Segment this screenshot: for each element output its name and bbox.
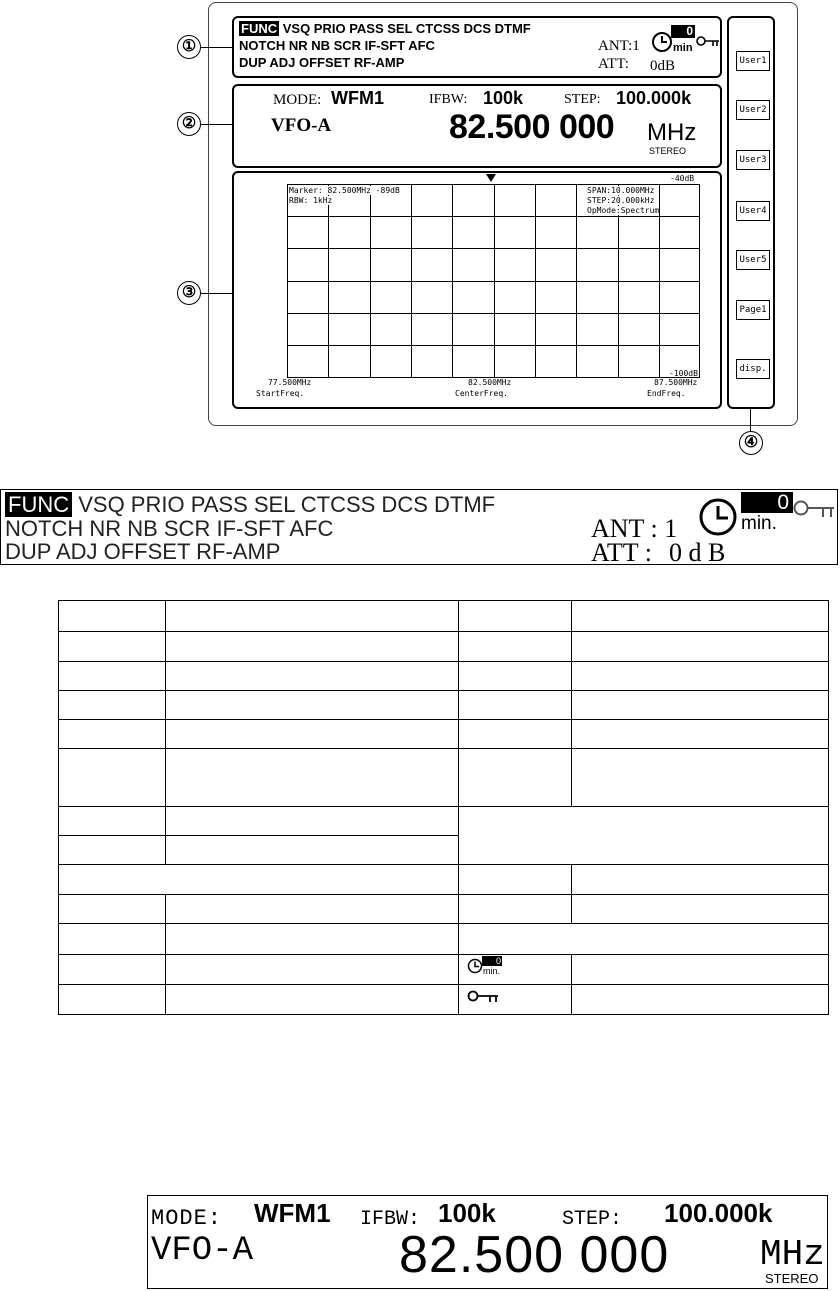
vfo-label: VFO-A bbox=[271, 115, 332, 136]
softkey-user1[interactable]: User1 bbox=[736, 51, 770, 71]
softkey-panel bbox=[727, 16, 775, 409]
ifbw-big-label: IFBW: bbox=[360, 1208, 421, 1231]
callout-4: ④ bbox=[739, 431, 763, 455]
indicator-legend-table bbox=[58, 600, 829, 1015]
step-big-value: 100.000k bbox=[664, 1198, 773, 1228]
ifbw-big-value: 100k bbox=[438, 1198, 496, 1228]
center-frequency-label: CenterFreq. bbox=[455, 389, 508, 398]
func-big-line-1 bbox=[5, 493, 495, 516]
grid-line bbox=[288, 281, 699, 282]
func-line-3: DUP ADJ OFFSET RF-AMP bbox=[239, 55, 405, 70]
table-col-divider bbox=[571, 864, 572, 923]
func-big-line-1-text: VSQ PRIO PASS SEL CTCSS DCS DTMF bbox=[78, 492, 496, 517]
marker-readout: Marker: 82.500MHz -89dB bbox=[289, 186, 400, 195]
stereo-indicator: STEREO bbox=[649, 146, 687, 156]
table-row-divider bbox=[59, 806, 828, 807]
clock-icon bbox=[651, 31, 673, 53]
clock-icon bbox=[698, 497, 738, 537]
clock-icon bbox=[467, 958, 483, 974]
func-big-indicator: FUNC bbox=[5, 492, 72, 517]
grid-line bbox=[288, 313, 699, 314]
func-line-2: NOTCH NR NB SCR IF-SFT AFC bbox=[239, 38, 435, 53]
table-timer-value: 0 bbox=[482, 956, 502, 966]
mode-big-value: WFM1 bbox=[254, 1198, 331, 1228]
softkey-user5[interactable]: User5 bbox=[736, 250, 770, 270]
timer-unit: min bbox=[673, 42, 693, 54]
func-big-line-2: NOTCH NR NB SCR IF-SFT AFC bbox=[5, 516, 334, 541]
table-col-divider bbox=[458, 601, 459, 1015]
callout-2: ② bbox=[177, 112, 201, 136]
step-value: 100.000k bbox=[616, 88, 692, 108]
callout-1-leader bbox=[201, 47, 232, 48]
callout-3: ③ bbox=[177, 281, 201, 305]
key-lock-icon bbox=[793, 498, 835, 520]
rbw-readout: RBW: 1kHz bbox=[289, 196, 333, 205]
ifbw-value: 100k bbox=[483, 88, 524, 108]
function-bar-enlarged bbox=[0, 489, 838, 565]
mode-big-label: MODE: bbox=[151, 1206, 223, 1231]
table-col-divider bbox=[571, 601, 572, 806]
func-big-attenuator-label: ATT : bbox=[591, 538, 652, 567]
top-level-label: -40dB bbox=[670, 174, 695, 183]
step-big-label: STEP: bbox=[562, 1208, 623, 1231]
grid-line bbox=[288, 345, 699, 346]
softkey-user2[interactable]: User2 bbox=[736, 100, 770, 120]
center-frequency: 82.500MHz bbox=[468, 378, 512, 387]
mode-value: WFM1 bbox=[331, 88, 384, 108]
softkey-user3[interactable]: User3 bbox=[736, 150, 770, 170]
callout-3-leader bbox=[201, 293, 232, 294]
func-line-1-text: VSQ PRIO PASS SEL CTCSS DCS DTMF bbox=[282, 21, 531, 36]
opmode-readout: OpMode:Spectrum bbox=[587, 206, 660, 215]
callout-1: ① bbox=[177, 35, 201, 59]
frequency-big-display: 82.500 000 bbox=[399, 1226, 670, 1284]
vfo-big-label: VFO-A bbox=[151, 1232, 254, 1270]
frequency-display: 82.500 000 bbox=[449, 108, 615, 146]
table-row-divider bbox=[59, 954, 828, 955]
table-row-divider bbox=[59, 894, 828, 895]
table-row-divider bbox=[59, 690, 828, 691]
func-big-antenna: ANT : 1 bbox=[591, 514, 678, 543]
mode-frequency-enlarged bbox=[147, 1195, 828, 1289]
ifbw-label: IFBW: bbox=[429, 92, 468, 107]
table-row-divider bbox=[59, 864, 828, 865]
table-col-divider bbox=[165, 601, 166, 864]
mode-label: MODE: bbox=[273, 92, 322, 108]
frequency-unit: MHz bbox=[647, 119, 697, 146]
stereo-big-indicator: STEREO bbox=[765, 1271, 819, 1286]
table-row-divider bbox=[59, 631, 828, 632]
table-col-divider bbox=[571, 954, 572, 1015]
table-row-divider bbox=[59, 835, 458, 836]
mode-frequency-panel bbox=[232, 84, 722, 168]
attenuator-value: 0dB bbox=[650, 58, 676, 74]
marker-triangle-icon bbox=[486, 174, 496, 182]
frequency-big-unit: MHz bbox=[760, 1234, 825, 1275]
end-frequency: 87.500MHz bbox=[654, 378, 698, 387]
callout-2-leader bbox=[201, 124, 232, 125]
func-line-1 bbox=[239, 21, 531, 36]
func-indicator: FUNC bbox=[241, 21, 278, 36]
start-frequency: 77.500MHz bbox=[268, 378, 312, 387]
end-frequency-label: EndFreq. bbox=[647, 389, 686, 398]
key-lock-icon bbox=[467, 990, 499, 1004]
func-big-timer-value: 0 bbox=[741, 492, 793, 513]
table-row-divider bbox=[59, 748, 828, 749]
function-status-panel bbox=[232, 16, 722, 78]
spectrum-panel bbox=[232, 171, 722, 409]
func-big-attenuator-value: 0 d B bbox=[669, 538, 726, 567]
softkey-page1[interactable]: Page1 bbox=[736, 300, 770, 320]
attenuator-label: ATT: bbox=[598, 56, 629, 72]
key-lock-icon bbox=[696, 36, 720, 48]
softkey-display[interactable]: disp. bbox=[736, 359, 770, 379]
span-readout: SPAN:10.000MHz bbox=[587, 186, 655, 195]
timer-value: 0 bbox=[671, 25, 695, 38]
table-row-divider bbox=[59, 984, 828, 985]
grid-line bbox=[288, 248, 699, 249]
start-frequency-label: StartFreq. bbox=[256, 389, 305, 398]
step-label: STEP: bbox=[564, 92, 601, 107]
softkey-user4[interactable]: User4 bbox=[736, 201, 770, 221]
table-col-divider bbox=[165, 894, 166, 1015]
table-row-divider bbox=[59, 661, 828, 662]
table-timer-unit: min. bbox=[483, 966, 501, 976]
antenna-label: ANT:1 bbox=[598, 38, 640, 54]
callout-4-leader bbox=[750, 409, 751, 431]
step-readout: STEP:20.000kHz bbox=[587, 196, 655, 205]
bottom-level-label: -100dB bbox=[669, 369, 698, 378]
table-row-divider bbox=[59, 923, 828, 924]
grid-line bbox=[288, 216, 699, 217]
table-row-divider bbox=[59, 719, 828, 720]
spectrum-grid bbox=[287, 184, 700, 378]
func-big-line-3: DUP ADJ OFFSET RF-AMP bbox=[5, 539, 281, 564]
func-big-timer-unit: min. bbox=[741, 513, 777, 534]
